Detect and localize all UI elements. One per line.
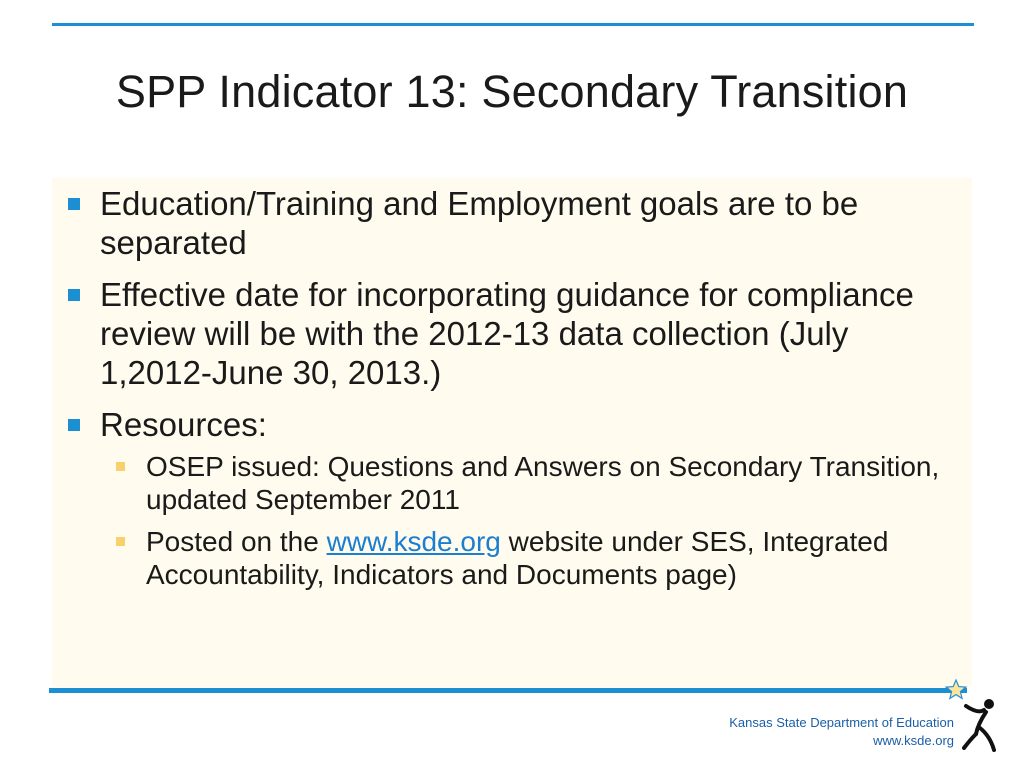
bullet-text: Education/Training and Employment goals are to be separated bbox=[100, 185, 859, 261]
bullet-item bbox=[66, 275, 952, 392]
square-bullet-icon bbox=[68, 289, 80, 301]
sub-bullet-suffix: website under SES, Integrated Accountability, Indicators and Documents page) bbox=[146, 526, 889, 590]
bottom-divider bbox=[49, 688, 967, 693]
top-divider bbox=[52, 23, 974, 26]
slide-title: SPP Indicator 13: Secondary Transition bbox=[115, 66, 909, 117]
bullet-text: Effective date for incorporating guidance for compliance review will be with the 2012-13 data collection (July 1,2012-June 30, 2013.) bbox=[100, 276, 914, 391]
small-square-bullet-icon bbox=[116, 537, 125, 546]
bullet-item bbox=[66, 184, 952, 262]
sub-bullet-text: OSEP issued: Questions and Answers on Secondary Transition, updated September 2011 bbox=[146, 451, 940, 515]
ksde-link[interactable]: www.ksde.org bbox=[326, 526, 501, 557]
ksde-star-figure-logo-icon bbox=[942, 678, 1002, 754]
square-bullet-icon bbox=[68, 419, 80, 431]
footer-org-name: Kansas State Department of Education bbox=[729, 715, 954, 730]
sub-bullet-item bbox=[114, 450, 952, 516]
content-area bbox=[52, 178, 972, 687]
footer bbox=[729, 714, 954, 750]
square-bullet-icon bbox=[68, 198, 80, 210]
footer-website: www.ksde.org bbox=[873, 733, 954, 748]
sub-bullet-item bbox=[114, 525, 952, 591]
bullet-text: Resources: bbox=[100, 406, 267, 443]
sub-bullet-prefix: Posted on the bbox=[146, 526, 327, 557]
bullet-item bbox=[66, 405, 952, 444]
small-square-bullet-icon bbox=[116, 462, 125, 471]
